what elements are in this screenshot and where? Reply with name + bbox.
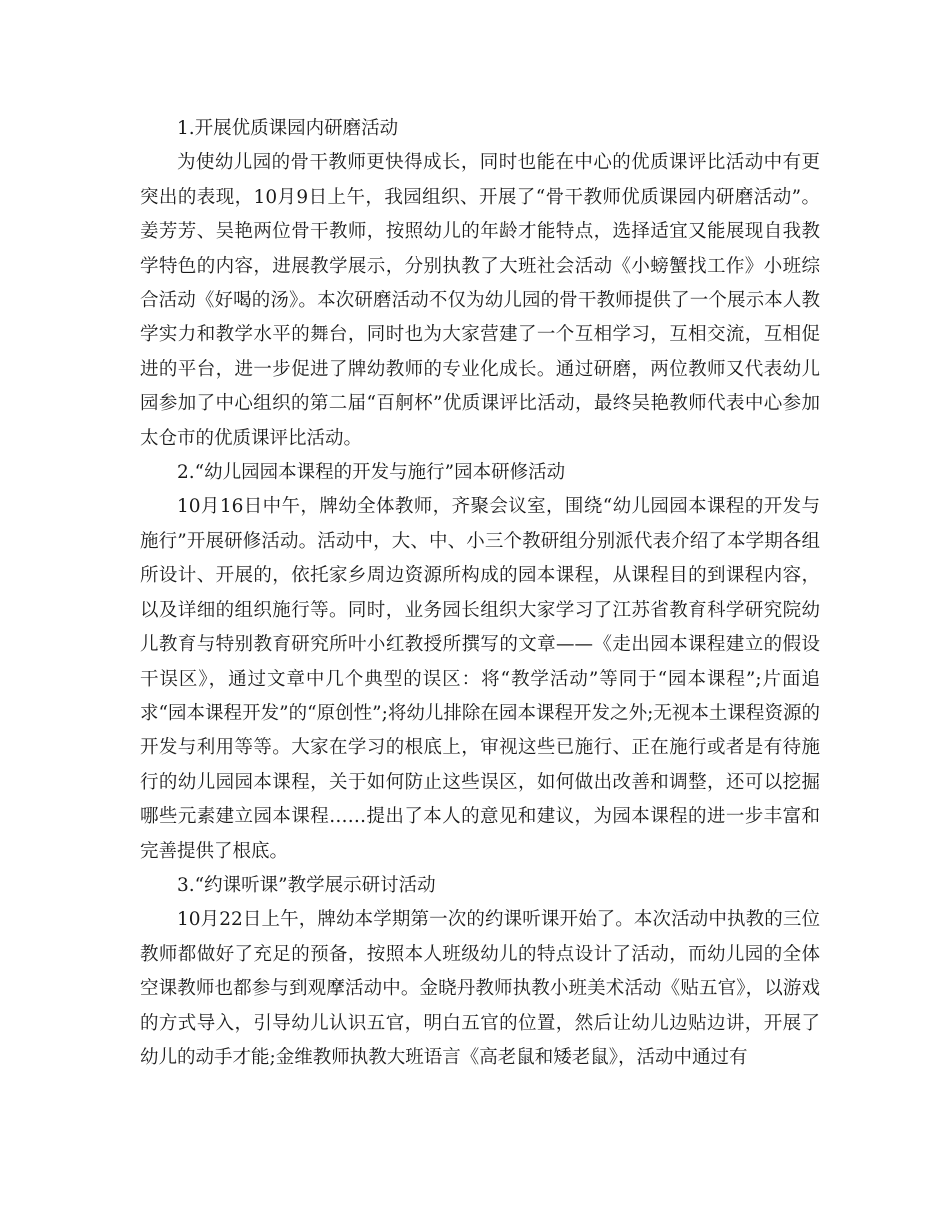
section-paragraph-1: 为使幼儿园的骨干教师更快得成长，同时也能在中心的优质课评比活动中有更突出的表现，10月9日上午，我园组织、开展了“骨干教师优质课园内研磨活动”。姜芳芳、吴艳两位骨干教师，按照幼儿的年龄才能特点，选择适宜又能展现自我教学特色的内容，进展教学展示，分别执教了大班社会活动《小螃蟹找工作》小班综合活动《好喝的汤》。本次研磨活动不仅为幼儿园的骨干教师提供了一个展示本人教学实力和教学水平的舞台，同时也为大家营建了一个互相学习，互相交流，互相促进的平台，进一步促进了牌幼教师的专业化成长。通过研磨，两位教师又代表幼儿园参加了中心组织的第二届“百舸杯”优质课评比活动，最终吴艳教师代表中心参加太仓市的优质课评比活动。	[140, 152, 820, 449]
section-heading-2: 2.“幼儿园园本课程的开发与施行”园本研修活动	[177, 462, 566, 484]
section-paragraph-3: 10月22日上午，牌幼本学期第一次的约课听课开始了。本次活动中执教的三位教师都做好了充足的预备，按照本人班级幼儿的特点设计了活动，而幼儿园的全体空课教师也都参与到观摩活动中。金晓丹教师执教小班美术活动《贴五官》，以游戏的方式导入，引导幼儿认识五官，明白五官的位置，然后让幼儿边贴边讲，开展了幼儿的动手才能;金维教师执教大班语言《高老鼠和矮老鼠》，活动中通过有	[140, 909, 820, 1068]
document-body	[140, 112, 820, 1075]
section-paragraph-2: 10月16日中午，牌幼全体教师，齐聚会议室，围绕“幼儿园园本课程的开发与施行”开展研修活动。活动中，大、中、小三个教研组分别派代表介绍了本学期各组所设计、开展的，依托家乡周边资源所构成的园本课程，从课程目的到课程内容，以及详细的组织施行等。同时，业务园长组织大家学习了江苏省教育科学研究院幼儿教育与特别教育研究所叶小红教授所撰写的文章——《走出园本课程建立的假设干误区》，通过文章中几个典型的误区：将“教学活动”等同于“园本课程”;片面追求“园本课程开发”的“原创性”;将幼儿排除在园本课程开发之外;无视本土课程资源的开发与利用等等。大家在学习的根底上，审视这些已施行、正在施行或者是有待施行的幼儿园园本课程，关于如何防止这些误区，如何做出改善和调整，还可以挖掘哪些元素建立园本课程……提出了本人的意见和建议，为园本课程的进一步丰富和完善提供了根底。	[140, 496, 820, 862]
section-heading-1: 1.开展优质课园内研磨活动	[177, 118, 399, 139]
section-heading-3: 3.“约课听课”教学展示研讨活动	[177, 874, 436, 896]
